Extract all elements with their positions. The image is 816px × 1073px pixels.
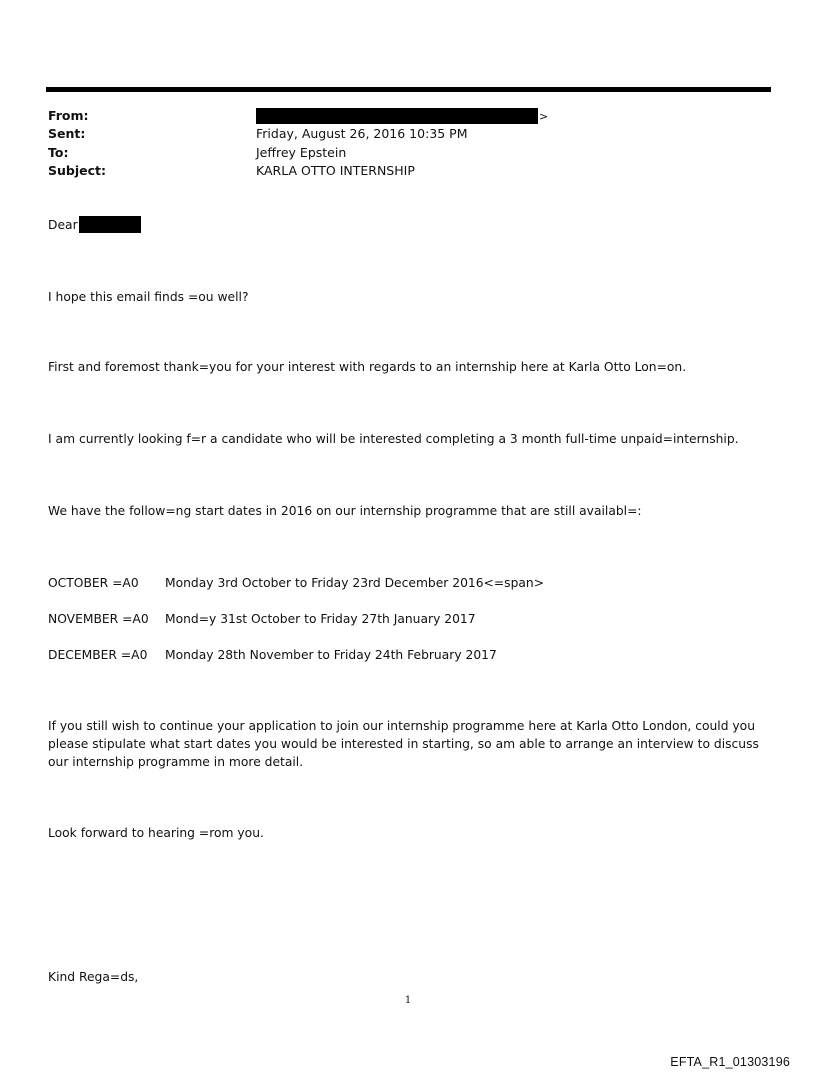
header-sent-row — [48, 125, 768, 143]
greeting-text: Dear — [48, 218, 78, 232]
signoff-line: Kind Rega=ds, — [48, 970, 139, 984]
from-suffix: > — [539, 110, 549, 123]
header-subject-row — [48, 162, 768, 180]
page-number: 1 — [404, 995, 412, 1006]
sent-label: Sent: — [48, 126, 86, 141]
to-label: To: — [48, 145, 69, 160]
date-row-november — [48, 610, 748, 628]
closing-line: Look forward to hearing =rom you. — [48, 826, 264, 840]
subject-label: Subject: — [48, 163, 106, 178]
to-value: Jeffrey Epstein — [256, 145, 347, 160]
redaction-block — [79, 216, 141, 233]
date-month: DECEMBER =A0 — [48, 648, 148, 662]
body-line-1: I hope this email finds =ou well? — [48, 290, 249, 304]
greeting-line — [48, 216, 141, 234]
header-divider — [46, 87, 771, 92]
redaction-block — [256, 108, 538, 124]
date-range: Monday 28th November to Friday 24th February 2017 — [165, 648, 497, 662]
body-line-3: I am currently looking f=r a candidate who will be interested completing a 3 month full-time unpaid=internship. — [48, 432, 739, 446]
bates-number: EFTA_R1_01303196 — [670, 1055, 790, 1069]
date-range: Mond=y 31st October to Friday 27th January 2017 — [165, 612, 476, 626]
header-from-row — [48, 107, 768, 125]
subject-value: KARLA OTTO INTERNSHIP — [256, 163, 415, 178]
sent-value: Friday, August 26, 2016 10:35 PM — [256, 126, 468, 141]
date-row-december — [48, 646, 748, 664]
from-value — [256, 107, 548, 126]
date-month: OCTOBER =A0 — [48, 576, 139, 590]
body-paragraph: If you still wish to continue your application to join our internship programme here at Karla Otto London, could you please stipulate what start dates you would be interested in starting, so am able to arrange an interview to discuss our internship programme in more detail. — [48, 719, 759, 769]
body-line-4: We have the follow=ng start dates in 2016 on our internship programme that are still availabl=: — [48, 504, 642, 518]
header-to-row — [48, 144, 768, 162]
date-range: Monday 3rd October to Friday 23rd December 2016<=span> — [165, 576, 545, 590]
date-month: NOVEMBER =A0 — [48, 612, 149, 626]
body-line-2: First and foremost thank=you for your interest with regards to an internship here at Karla Otto Lon=on. — [48, 360, 687, 374]
date-row-october — [48, 574, 748, 592]
from-label: From: — [48, 108, 89, 123]
